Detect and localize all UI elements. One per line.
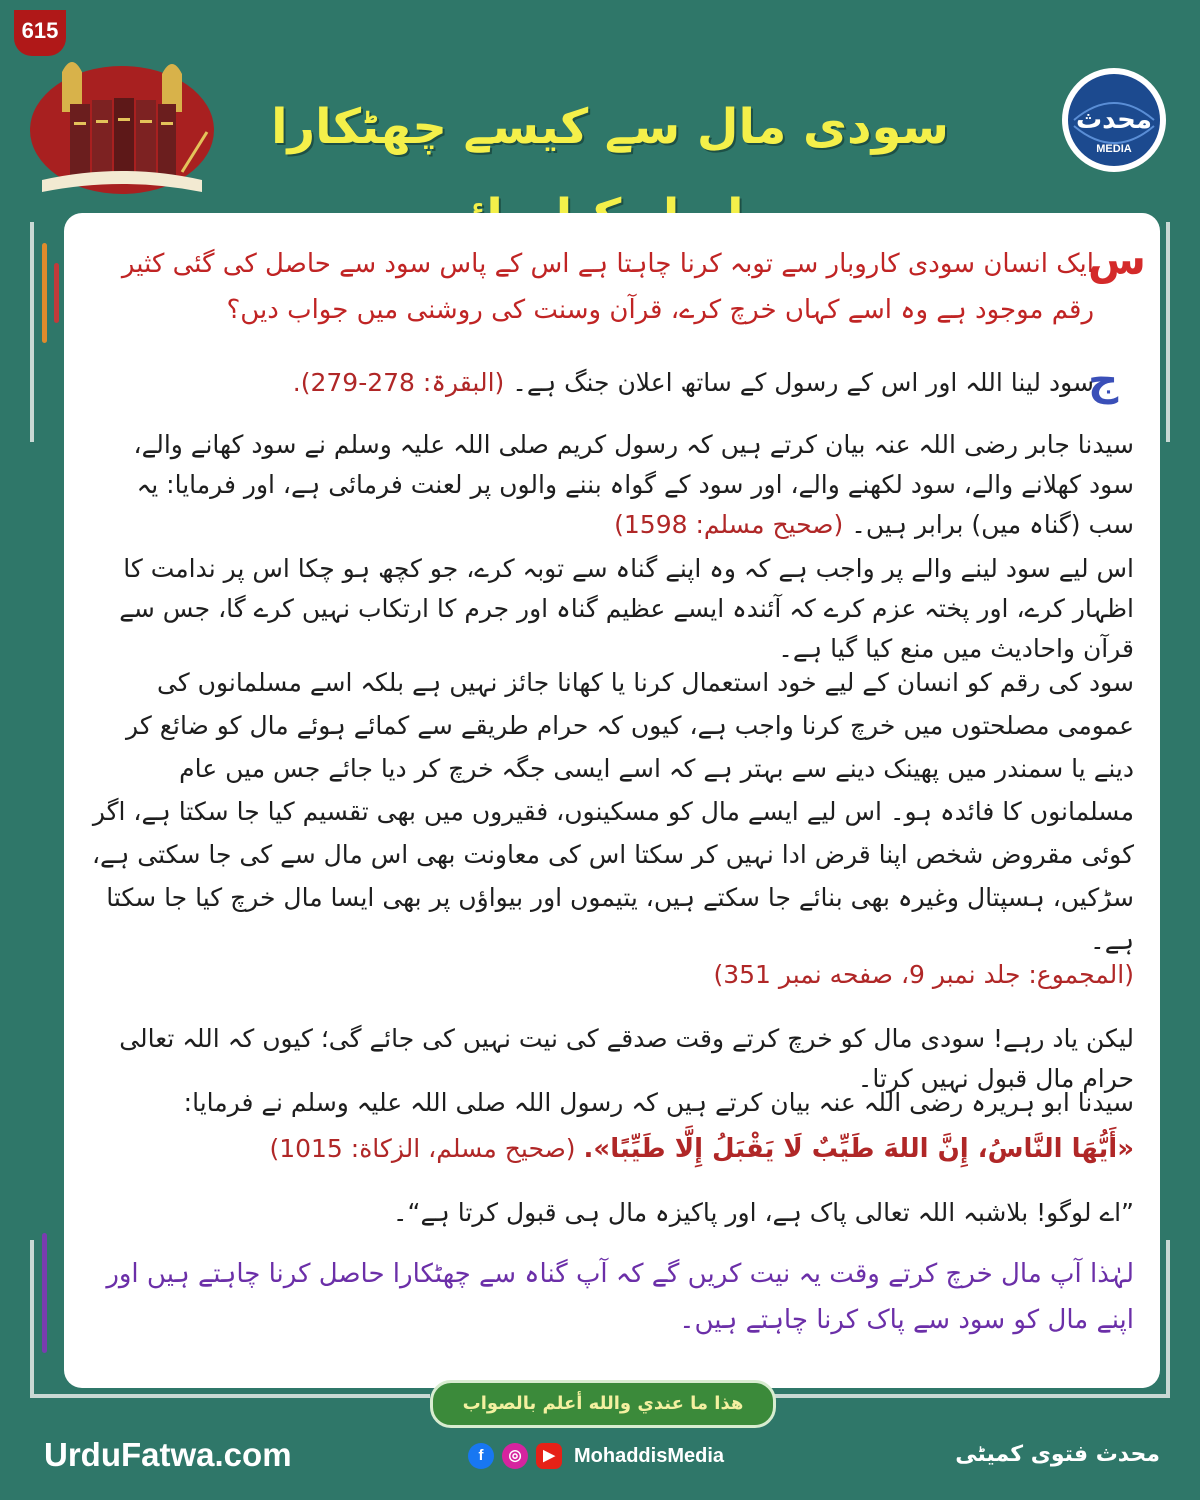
hadith-translation: ”اے لوگو! بلاشبہ اللہ تعالی پاک ہے، اور پاکیزہ مال ہی قبول کرتا ہے“۔ <box>392 1198 1134 1227</box>
social-handle-group <box>468 1436 724 1476</box>
frame-line-bottom-left <box>30 1394 430 1398</box>
website-link[interactable]: UrduFatwa.com <box>44 1436 292 1473</box>
page-title: سودی مال سے کیسے چھٹکارا <box>271 99 949 155</box>
answer-paragraph-6: سیدنا ابو ہریرہ رضی اللہ عنہ بیان کرتے ہیں کہ رسول اللہ صلی اللہ علیہ وسلم نے فرمایا: <box>183 1088 1134 1117</box>
answer-p2-ref: (صحیح مسلم: 1598) <box>614 510 844 539</box>
hadith-ref: (صحيح مسلم، الزكاة: 1015) <box>269 1134 576 1163</box>
answer-paragraph-5: لیکن یاد رہے! سودی مال کو خرچ کرتے وقت صدقے کی نیت نہیں کی جائے گی؛ کیوں کہ اللہ تعالی حرام مال قبول نہیں کرتا۔ <box>119 1024 1134 1093</box>
instagram-icon[interactable]: ◎ <box>502 1443 528 1469</box>
facebook-icon[interactable]: f <box>468 1443 494 1469</box>
question-marker: س <box>1088 235 1146 284</box>
hadith-arabic: «أَيُّهَا النَّاسُ، إِنَّ اللهَ طَيِّبٌ لَا يَقْبَلُ إِلَّا طَيِّبًا». <box>583 1134 1134 1164</box>
mohaddis-media-logo <box>1060 66 1168 174</box>
logo-text: محدث <box>1076 105 1152 135</box>
content-card <box>64 213 1160 1388</box>
answer-p1-ref: (البقرۃ: 278-279). <box>292 368 505 397</box>
question-text: ایک انسان سودی کاروبار سے توبہ کرنا چاہتا ہے اس کے پاس سود سے حاصل کی گئی کثیر رقم موجود ہے وہ اسے کہاں خرچ کرے، قرآن وسنت کی روشنی میں جواب دیں؟ <box>121 249 1094 325</box>
answer-p4-ref: (المجموع: جلد نمبر 9، صفحه نمبر 351) <box>713 960 1134 989</box>
hadith-line <box>84 1129 1134 1169</box>
books-illustration <box>22 52 222 202</box>
answer-paragraph-2 <box>84 425 1134 545</box>
frame-line-left-bottom <box>30 1240 34 1396</box>
fatwa-number-badge: 615 <box>14 10 66 56</box>
accent-bar-orange <box>42 243 47 343</box>
accent-bar-red <box>54 263 59 323</box>
social-handle[interactable]: MohaddisMedia <box>574 1445 725 1467</box>
answer-paragraph-3: اس لیے سود لینے والے پر واجب ہے کہ وہ اپنے گناہ سے توبہ کرے، جو کچھ ہو چکا اس پر ندامت کا اظہار کرے، اور پختہ عزم کرے کہ آئندہ ایسے عظیم گناہ اور جرم کا ارتکاب نہیں کرے گا، جس سے قرآن واحادیث میں منع کیا گیا ہے۔ <box>119 554 1134 663</box>
answer-paragraph-4: سود کی رقم کو انسان کے لیے خود استعمال کرنا یا کھانا جائز نہیں ہے بلکہ اسے مسلمانوں کی عمومی مصلحتوں میں خرچ کرنا واجب ہے، کیوں کہ حرام طریقے سے کمائے ہوئے مال کو ضائع کر دینے یا سمندر میں پھینک دینے سے بہتر ہے کہ اسے ایسی جگہ خرچ کر دیا جائے جس میں عام مسلمانوں کا فائدہ ہو۔ اس لیے ایسے مال کو مسکینوں، فقیروں میں بھی تقسیم کیا جا سکتا ہے، اگر کوئی مقروض شخص اپنا قرض ادا نہیں کر سکتا اس کی معاونت بھی اس مال سے کی جا سکتی ہے، سڑکیں، ہسپتال وغیرہ بھی بنائے جا سکتے ہیں، یتیموں اور بیواؤں پر بھی ایسا مال خرچ کیا جا سکتا ہے۔ <box>91 668 1134 955</box>
frame-line-right-top <box>1166 222 1170 442</box>
frame-line-right-bottom <box>1166 1240 1170 1396</box>
frame-line-left-top <box>30 222 34 442</box>
youtube-icon[interactable]: ▶ <box>536 1443 562 1469</box>
frame-line-bottom-right <box>770 1394 1170 1398</box>
answer-p2-text: سیدنا جابر رضی اللہ عنہ بیان کرتے ہیں کہ رسول کریم صلی اللہ علیہ وسلم نے سود کھانے والے، سود کھلانے والے، سود لکھنے والے، اور سود کے گواہ بننے والوں پر لعنت فرمائی ہے، اور فرمایا: یہ سب (گناہ میں) برابر ہیں۔ <box>133 430 1134 539</box>
logo-sub-text: MEDIA <box>1096 143 1132 155</box>
conclusion-text: لہٰذا آپ مال خرچ کرتے وقت یہ نیت کریں گے کہ آپ گناہ سے چھٹکارا حاصل کرنا چاہتے ہیں اور اپنے مال کو سود سے پاک کرنا چاہتے ہیں۔ <box>106 1259 1134 1335</box>
answer-paragraph-1 <box>104 363 1094 403</box>
closing-phrase: هذا ما عندي والله أعلم بالصواب <box>430 1380 776 1428</box>
answer-marker: ج <box>1088 355 1119 404</box>
accent-bar-purple <box>42 1233 47 1353</box>
committee-name: محدث فتوی کمیٹی <box>955 1442 1160 1467</box>
answer-p1-text: سود لینا اللہ اور اس کے رسول کے ساتھ اعلان جنگ ہے۔ <box>512 368 1094 397</box>
